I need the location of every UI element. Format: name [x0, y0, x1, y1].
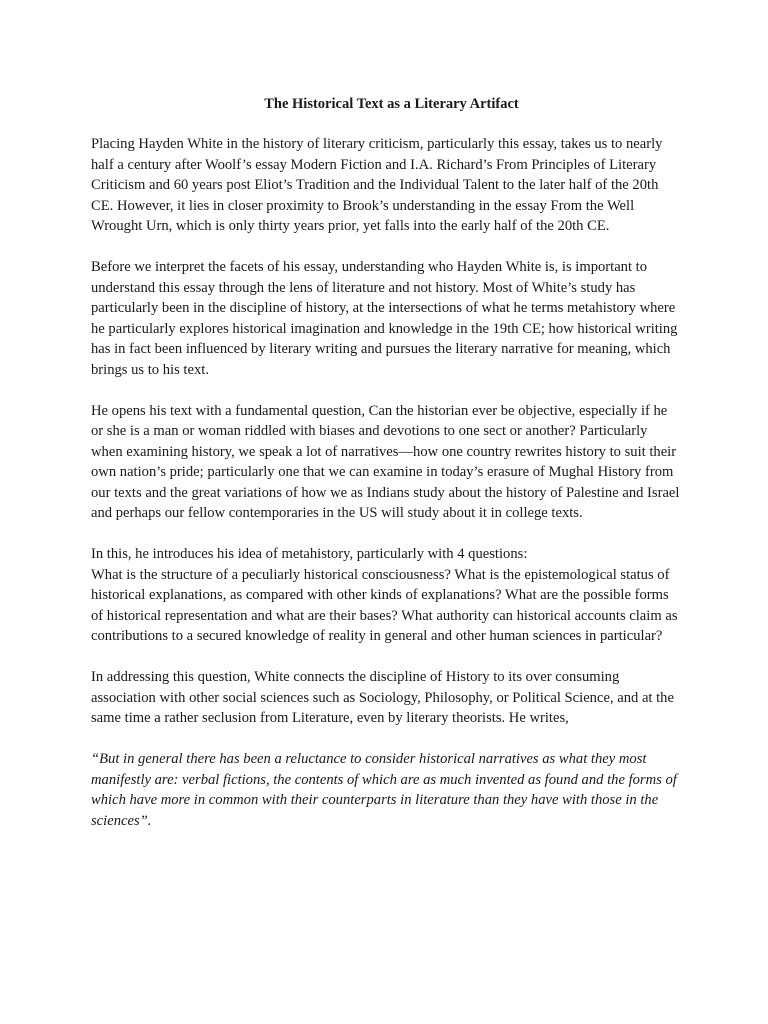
- block-quote: “But in general there has been a reluctance to consider historical narratives as what they most manifestly are: verbal fictions, the contents of which are as much invented as found and the forms of which have more in common with their counterparts in literature than they have with those in the sciences”.: [91, 751, 677, 829]
- paragraph-metahistory: [91, 544, 682, 647]
- document-title: The Historical Text as a Literary Artifact: [264, 96, 519, 112]
- metahistory-questions: What is the structure of a peculiarly historical consciousness? What is the epistemological status of historical explanations, as compared with other kinds of explanations? What are the possible forms of historical representation and what are their bases? What authority can historical accounts claim as contributions to a secured knowledge of reality in general and other human sciences in particular?: [91, 566, 678, 644]
- paragraph-who-is-white: Before we interpret the facets of his essay, understanding who Hayden White is, is important to understand this essay through the lens of literature and not history. Most of White’s study has particularly been in the discipline of history, at the intersections of what he terms metahistory where he particularly explores historical imagination and knowledge in the 19th CE; how historical writing has in fact been influenced by literary writing and pursues the literary narrative for meaning, which brings us to his text.: [91, 259, 678, 378]
- paragraph-placing-white: Placing Hayden White in the history of literary criticism, particularly this essay, takes us to nearly half a century after Woolf’s essay Modern Fiction and I.A. Richard’s From Principles of Literary Criticism and 60 years post Eliot’s Tradition and the Individual Talent to the later half of the 20th CE. However, it lies in closer proximity to Brook’s understanding in the essay From the Well Wrought Urn, which is only thirty years prior, yet falls into the early half of the 20th CE.: [91, 136, 663, 234]
- paragraph-addressing-question: In addressing this question, White connects the discipline of History to its over consuming association with other social sciences such as Sociology, Philosophy, or Political Science, and at the same time a rather seclusion from Literature, even by literary theorists. He writes,: [91, 669, 674, 726]
- paragraph-objectivity-question: He opens his text with a fundamental question, Can the historian ever be objective, especially if he or she is a man or woman riddled with biases and devotions to one sect or another? Particularly when examining history, we speak a lot of narratives—how one country rewrites history to suit their own nation’s pride; particularly one that we can examine in today’s erasure of Mughal History from our texts and the great variations of how we as Indians study about the history of Palestine and Israel and perhaps our fellow contemporaries in the US will study about it in college texts.: [91, 402, 680, 521]
- metahistory-intro: In this, he introduces his idea of metahistory, particularly with 4 questions:: [91, 546, 528, 562]
